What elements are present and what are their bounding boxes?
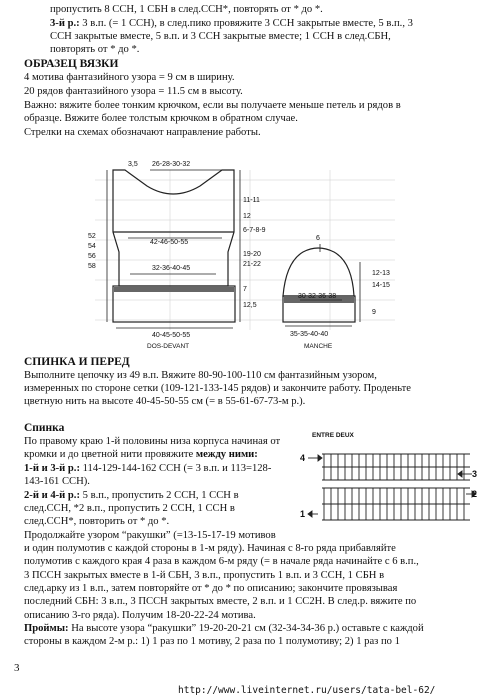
armholes-label: Проймы:	[24, 623, 69, 634]
front-back-heading: СПИНКА И ПЕРЕД	[24, 356, 130, 368]
dim-1920: 19-20	[243, 251, 261, 258]
back-line-15	[24, 623, 424, 636]
back-line-3	[24, 463, 271, 476]
back-line-13: последний СБН: 3 в.п., 3 ПССН закрытых вместе, 2 в.п. и 1 СС2Н. В след.р. вяжите по	[24, 596, 417, 607]
gauge-line-2: 20 рядов фантазийного узора = 11.5 см в высоту.	[24, 86, 243, 97]
chart-arrows	[308, 455, 476, 517]
sleeve-outline	[283, 248, 355, 322]
dim-7: 7	[243, 286, 247, 293]
back-line-10: полумотив с каждого края 4 раза в каждом 6-м ряду (= в начале ряда начинайте с 6 в.п.,	[24, 556, 419, 567]
back-line-1: По правому краю 1-й половины низа корпуса начиная от	[24, 436, 281, 447]
dim-12-5: 12,5	[243, 302, 257, 309]
dim-sleeve-width: 30-32-36-38	[298, 293, 337, 300]
back-line-2-text: кромки и до цветной нити провяжите	[24, 449, 194, 460]
back-line-5	[24, 490, 239, 503]
chart-rows	[322, 454, 470, 520]
front-back-line-2: измеренных по стороне сетки (109-121-133-145 рядов) и закончите работу. Проденьте	[24, 383, 411, 394]
back-line-14: описанию 3-го ряда). Получим 18-20-22-24 мотива.	[24, 610, 256, 621]
dim-top-width: 26-28-30-32	[152, 161, 191, 168]
row3-label: 3-й р.:	[50, 18, 80, 29]
back-line-8: Продолжайте узором “ракушки” (=13-15-17-19 мотивов	[24, 530, 276, 541]
dim-top-3-5: 3,5	[128, 161, 138, 168]
dim-bottom: 40-45-50-55	[152, 332, 191, 339]
chart-stitches-upper	[322, 454, 470, 480]
dim-cuff: 35-35-40-40	[290, 331, 329, 338]
gauge-line-4: образце. Вяжите более толстым крючком в обратном случае.	[24, 113, 298, 124]
back-heading: Спинка	[24, 422, 65, 434]
chart-row-2: 2	[472, 489, 478, 499]
chart-row-4: 4	[300, 453, 306, 463]
intro-row3-line3: повторять от * до *.	[50, 44, 140, 55]
back-line-4: 143-161 ССН).	[24, 476, 90, 487]
dim-sleeve-top: 6	[316, 235, 320, 242]
entre-deux-chart	[300, 428, 480, 533]
back-line-6: след.ССН, *2 в.п., пропустить 2 ССН, 1 ССН в	[24, 503, 235, 514]
chart-row-3: 3	[472, 469, 478, 479]
dim-waist: 32-36-40-45	[152, 265, 191, 272]
gauge-line-3: Важно: вяжите более тонким крючком, если вы получаете меньше петель и рядов в	[24, 100, 401, 111]
back-row13-text: 114-129-144-162 ССН (= 3 в.п. и 113=128-	[79, 463, 272, 474]
front-back-line-1: Выполните цепочку из 49 в.п. Вяжите 80-90-100-110 см фантазийным узором,	[24, 370, 377, 381]
gauge-heading: ОБРАЗЕЦ ВЯЗКИ	[24, 58, 119, 70]
back-row13-label: 1-й и 3-й р.:	[24, 463, 80, 474]
dim-bust: 42-46-50-55	[150, 239, 189, 246]
row3-text: 3 в.п. (= 1 ССН), в след.пико провяжите 3 ССН закрытые вместе, 5 в.п., 3	[79, 18, 413, 29]
chart-row-1: 1	[300, 509, 306, 519]
back-line-7: след.ССН*, повторить от * до *.	[24, 516, 170, 527]
body-caption: DOS-DEVANT	[147, 343, 190, 350]
back-line-12: след.арку из 1 в.п., затем повторяйте от * до * по описанию; закончите провязывая	[24, 583, 398, 594]
intro-line-1: пропустить 8 ССН, 1 СБН в след.ССН*, повторять от * до *.	[50, 4, 323, 15]
source-url[interactable]: http://www.liveinternet.ru/users/tata-bel-62/	[178, 685, 436, 696]
sleeve-caption: MANCHE	[304, 343, 333, 350]
body-ribbing-band	[114, 287, 234, 292]
back-row24-label: 2-й и 4-й р.:	[24, 490, 80, 501]
dim-side-54: 54	[88, 243, 96, 250]
dim-1415: 14-15	[372, 282, 390, 289]
back-line-9: и один полумотив с каждой стороны в 1-м ряду). Начиная с 8-го ряда прибавляйте	[24, 543, 396, 554]
back-line-2	[24, 449, 258, 462]
dim-strap: 11-11	[243, 197, 260, 204]
dim-side-58: 58	[88, 263, 96, 270]
dim-2122: 21-22	[243, 261, 261, 268]
body-outline	[113, 170, 235, 322]
dim-6789: 6-7-8-9	[243, 227, 266, 234]
page-number: 3	[14, 662, 20, 674]
armholes-text: На высоте узора “ракушки” 19-20-20-21 см (32-34-34-36 р.) оставьте с каждой	[68, 623, 424, 634]
chart-stitches-lower	[322, 488, 470, 520]
intro-row3-line2: ССН закрытые вместе, 5 в.п. и 3 ССН закрытые вместе; 1 ССН в след.СБН,	[50, 31, 391, 42]
dim-9: 9	[372, 309, 376, 316]
front-back-line-3: цветную нить на высоте 40-45-50-55 см (= в 55-61-67-73-м р.).	[24, 396, 306, 407]
chart-title: ENTRE DEUX	[312, 432, 354, 439]
gauge-line-1: 4 мотива фантазийного узора = 9 см в ширину.	[24, 72, 235, 83]
dim-side-52: 52	[88, 233, 96, 240]
gauge-line-5: Стрелки на схемах обозначают направление работы.	[24, 127, 261, 138]
dim-side-56: 56	[88, 253, 96, 260]
back-line-16: стороны в каждом 2-м р.: 1) 1 раз по 1 мотиву, 2 раза по 1 полумотиву; 2) 1 раз по 1	[24, 636, 400, 647]
dim-1213: 12-13	[372, 270, 390, 277]
back-line-11: 3 ПССН закрытых вместе в 1-й СБН, 3 в.п., пропустить 1 в.п. и 3 ССН, 1 СБН в	[24, 570, 385, 581]
dim-12: 12	[243, 213, 251, 220]
back-row24-text: 5 в.п., пропустить 2 ССН, 1 ССН в	[79, 490, 239, 501]
back-line-2-bold: между ними:	[193, 449, 258, 460]
